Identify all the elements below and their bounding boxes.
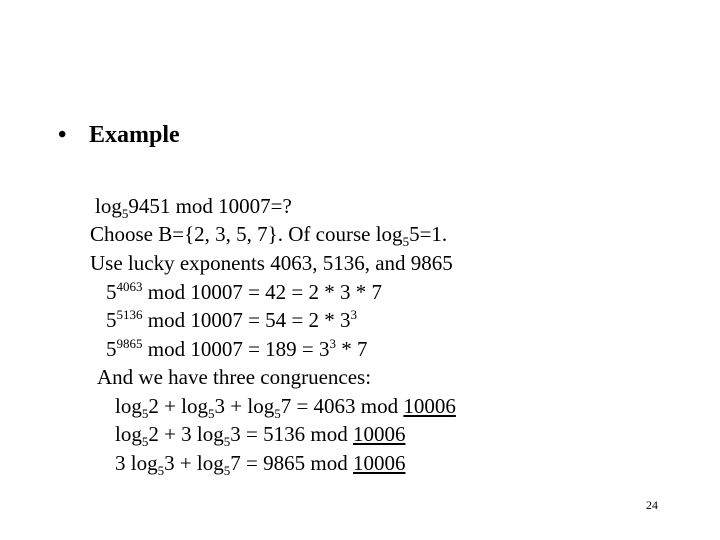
line-power-4063: $5^{4063}$ mod 10007 = 42 = 2 * 3 * 7: [106, 279, 383, 304]
modulus-underlined: 10006: [403, 394, 456, 418]
line-log5-9451: $\log_59451$ mod 10007=?: [95, 194, 292, 221]
heading-text: Example: [89, 122, 180, 148]
line-power-5136: $5^{5136}$ mod $10007 = 54 = 2 * 3^3$: [106, 307, 358, 332]
line-power-9865: $5^{9865}$ mod $10007 = 189 = 3^3 * 7$: [106, 336, 368, 361]
line-choose-base: Choose B={2, 3, 5, 7}. Of course $\log_55=1$.: [90, 222, 448, 249]
line-lucky-exponents: Use lucky exponents 4063, 5136, and 9865: [90, 251, 453, 275]
line-three-congruences: And we have three congruences:: [97, 365, 372, 389]
congruence-2: $\log_52 + 3$ $\log_53 = 5136$ mod 10006: [115, 422, 406, 449]
slide-heading: [58, 122, 180, 149]
congruence-3: 3 $\log_53 + \log_57 = 9865$ mod 10006: [115, 451, 406, 478]
bullet-icon: •: [58, 122, 67, 148]
congruence-1: $\log_52 + \log_53 + \log_57 = 4063$ mod 10006: [115, 394, 456, 421]
page-number: 24: [646, 498, 658, 512]
modulus-underlined: 10006: [352, 422, 406, 446]
modulus-underlined: 10006: [352, 451, 406, 475]
